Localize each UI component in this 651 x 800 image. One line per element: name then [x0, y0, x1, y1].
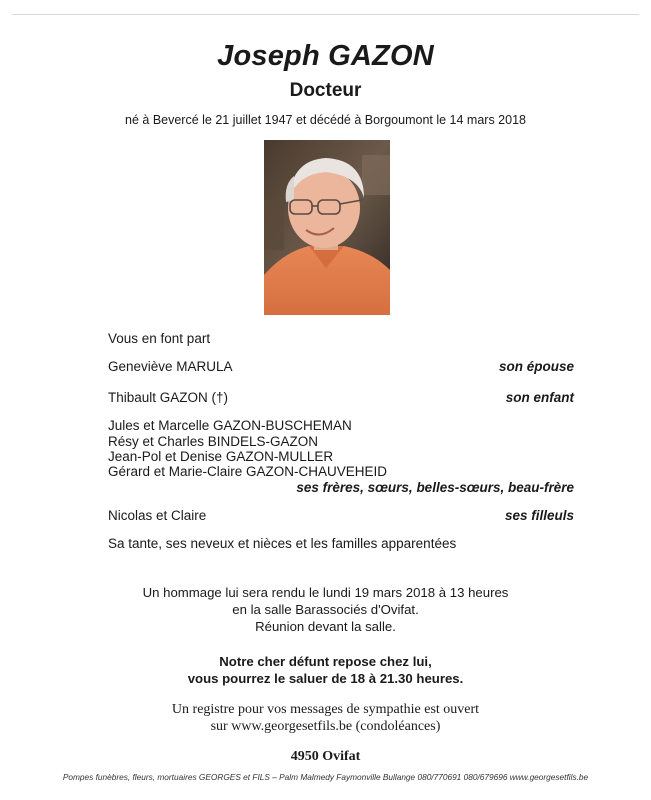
tribute-line: Réunion devant la salle.: [255, 619, 396, 634]
location-line: 4950 Ovifat: [290, 749, 361, 764]
condolence-line: sur www.georgesetfils.be (condoléances): [210, 719, 441, 734]
godchildren-names: Nicolas et Claire: [108, 508, 207, 523]
godchildren-relation: ses filleuls: [504, 508, 574, 523]
visitation-info: [0, 653, 651, 687]
sibling-line: Résy et Charles BINDELS-GAZON: [108, 434, 319, 449]
child-relation: son enfant: [505, 390, 574, 405]
condolence-line: Un registre pour vos messages de sympathie est ouvert: [171, 702, 480, 717]
sibling-line: Jules et Marcelle GAZON-BUSCHEMAN: [108, 418, 352, 433]
spouse-relation: son épouse: [498, 359, 574, 374]
birth-death-line: né à Beverсé le 21 juillet 1947 et décédé à Borgoumont le 14 mars 2018: [125, 113, 526, 127]
funeral-home-footer: Pompes funèbres, fleurs, mortuaires GEORGES et FILS – Palm Malmedy Faymonville Bullange 080/770691 080/679696 www.georgesetfils.be: [62, 772, 589, 782]
visitation-line: vous pourrez le saluer de 18 à 21.30 heures.: [187, 671, 464, 686]
sibling-line: Gérard et Marie-Claire GAZON-CHAUVEHEID: [108, 464, 388, 479]
tribute-info: [0, 584, 651, 635]
portrait-photo: [264, 140, 390, 315]
extended-family-line: Sa tante, ses neveux et nièces et les familles apparentées: [108, 536, 457, 551]
intro-text: Vous en font part: [108, 331, 211, 346]
child-name: Thibault GAZON (†): [108, 390, 229, 405]
tribute-line: en la salle Barassociés d'Ovifat.: [232, 602, 419, 617]
tribute-line: Un hommage lui sera rendu le lundi 19 mars 2018 à 13 heures: [142, 585, 509, 600]
deceased-title: Docteur: [289, 80, 362, 101]
top-border: [12, 14, 639, 15]
siblings-relation: ses frères, sœurs, belles-sœurs, beau-frère: [296, 480, 574, 495]
condolence-info: [0, 701, 651, 735]
deceased-name: Joseph GAZON: [217, 40, 434, 72]
spouse-name: Geneviève MARULA: [108, 359, 233, 374]
sibling-line: Jean-Pol et Denise GAZON-MULLER: [108, 449, 334, 464]
visitation-line: Notre cher défunt repose chez lui,: [219, 654, 432, 669]
